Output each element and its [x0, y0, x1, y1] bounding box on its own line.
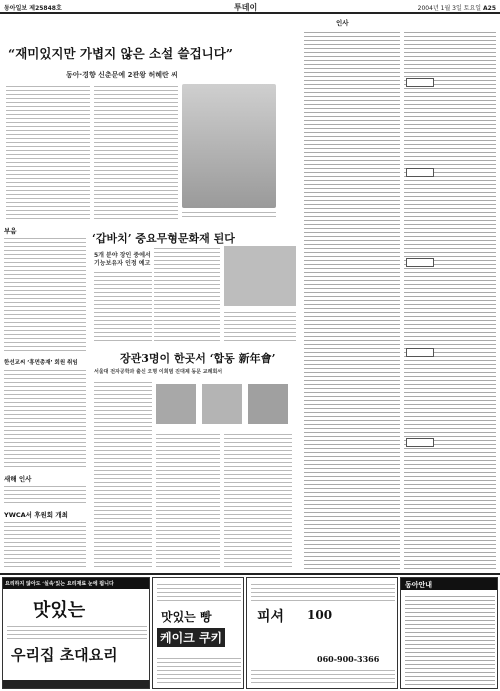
ad-left-banner: 요리하지 않아도 ‘실속’있는 요리재료 눈에 띕니다 — [3, 578, 149, 589]
ministers-article — [90, 348, 300, 571]
fellowship-body-1 — [4, 484, 86, 506]
obituary-body — [4, 236, 86, 354]
treasure-body-col-3 — [224, 310, 296, 342]
left-column — [4, 226, 86, 571]
treasure-subhead-1: 5개 분야 장인 중에서 — [94, 252, 151, 259]
ministers-body-col-3 — [224, 432, 292, 568]
personnel-tag-1 — [406, 78, 434, 87]
interview-caption — [182, 210, 276, 220]
treasure-headline: ‘갑바치’ 중요무형문화재 된다 — [92, 232, 235, 245]
personnel-tag-5 — [406, 438, 434, 447]
interview-subhead: 동아·경향 신춘문예 2관왕 허혜란 씨 — [66, 71, 178, 79]
personnel-tag-3 — [406, 258, 434, 267]
ad-right-body — [405, 594, 495, 686]
side-story-title: 한선교씨 ‘휴먼총재’ 회원 취임 — [4, 360, 78, 366]
personnel-section — [304, 18, 400, 571]
ad-left-big-2: 우리집 초대요리 — [11, 646, 118, 664]
date-page: 2004년 1월 3일 토요일 A25 — [417, 5, 496, 12]
ad-cake-footer — [157, 656, 241, 684]
treasure-subhead-2: 기능보유자 인정 예고 — [94, 260, 151, 267]
fellowship-body-2 — [4, 520, 86, 570]
ad-middle-brand: 피셔 — [257, 609, 285, 625]
ministers-subhead: 서울대 전자공학과 출신 오명 이희범 진대제 동문 교례회서 — [94, 369, 223, 375]
ad-left-big-1: 맛있는 — [33, 600, 86, 621]
ad-cake-top: 맛있는 빵 — [161, 610, 212, 624]
ad-divider — [0, 573, 500, 575]
personnel-title: 인사 — [336, 19, 349, 27]
ad-middle — [246, 577, 398, 689]
side-story-body — [4, 368, 86, 468]
page-header — [0, 0, 500, 14]
interview-body-col-1 — [6, 84, 90, 220]
interview-article — [4, 18, 300, 223]
ad-left-footer — [3, 680, 149, 688]
personnel-list-1 — [304, 30, 400, 571]
personnel-list-2 — [404, 30, 496, 571]
ad-right-title: 동아안내 — [401, 578, 497, 590]
ministers-body-col-1 — [94, 380, 152, 568]
ad-right — [400, 577, 498, 689]
personnel-column-right — [404, 18, 496, 571]
ad-middle-phone: 060-900-3366 — [317, 654, 380, 664]
ad-cake-copy — [157, 582, 241, 602]
treasure-body-col-1 — [94, 270, 152, 342]
ad-middle-number: 100 — [307, 608, 333, 622]
ad-middle-copy — [251, 582, 395, 602]
treasure-article — [90, 226, 300, 346]
fellowship-section: 새해 인사 — [4, 475, 32, 483]
treasure-body-col-2 — [154, 246, 220, 342]
interview-body-col-2 — [94, 84, 178, 220]
minister-photo-1 — [156, 384, 196, 424]
ad-left-copy — [7, 624, 147, 640]
paper-name: 동아일보 제25848호 — [4, 5, 62, 12]
ministers-headline: 장관3명이 한곳서 ‘합동 新年會’ — [120, 352, 276, 365]
personnel-tag-4 — [406, 348, 434, 357]
minister-photo-3 — [248, 384, 288, 424]
ad-cake — [152, 577, 244, 689]
ad-middle-footer — [251, 668, 395, 686]
minister-photo-2 — [202, 384, 242, 424]
personnel-tag-2 — [406, 168, 434, 177]
ministers-body-col-2 — [156, 432, 220, 568]
interview-photo — [182, 84, 276, 208]
ad-cake-bottom: 케이크 쿠키 — [157, 628, 225, 647]
fellowship-title: YWCA서 후원회 개최 — [4, 511, 68, 519]
obituary-title: 부음 — [4, 227, 17, 235]
section-title: 투데이 — [234, 3, 258, 12]
ad-left — [2, 577, 150, 689]
treasure-photo — [224, 246, 296, 306]
interview-headline: “재미있지만 가볍지 않은 소설 쓸겁니다” — [8, 46, 233, 61]
